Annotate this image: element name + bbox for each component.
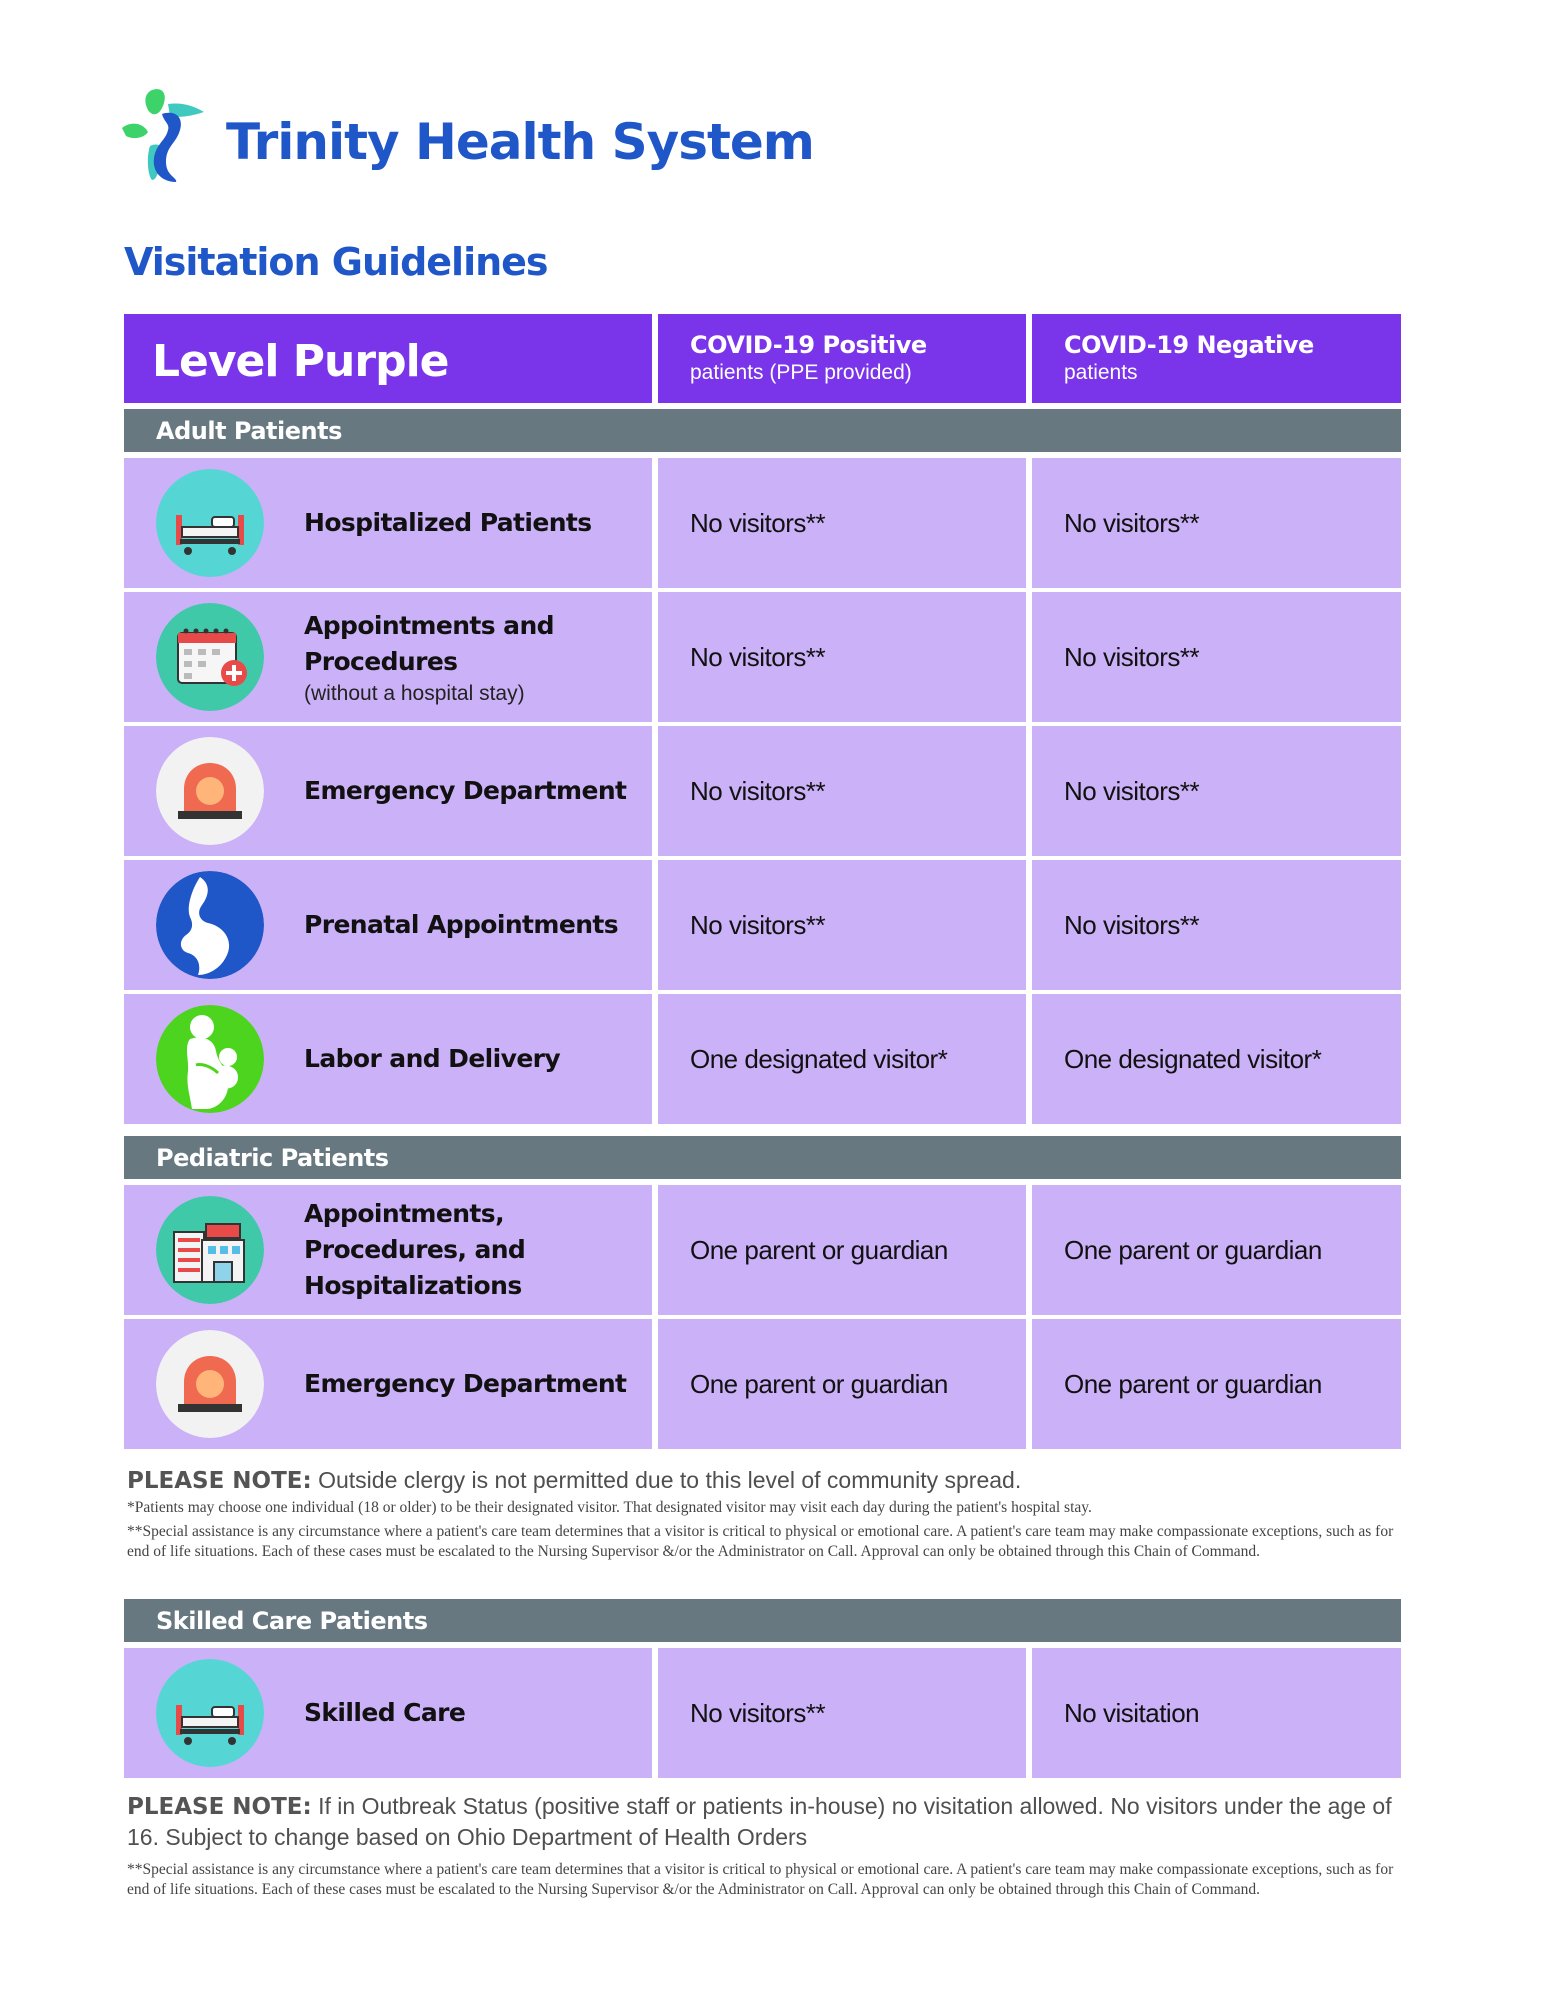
- row-label: [304, 1041, 560, 1077]
- negative-value: No visitors**: [1032, 726, 1401, 856]
- row-name-cell: [124, 726, 652, 856]
- row-name-cell: [124, 860, 652, 990]
- row-label: [304, 1196, 574, 1304]
- hospital-building-icon: [156, 1196, 264, 1304]
- row-name-cell: [124, 458, 652, 588]
- table-row: [124, 1185, 1401, 1315]
- hospital-bed-icon: [156, 469, 264, 577]
- positive-value: No visitors**: [658, 458, 1026, 588]
- row-name-cell: [124, 592, 652, 722]
- positive-value: No visitors**: [658, 726, 1026, 856]
- brand-name: Trinity Health System: [226, 113, 814, 171]
- negative-value: No visitation: [1032, 1648, 1401, 1778]
- row-label: [304, 907, 618, 943]
- level-label: Level Purple: [124, 314, 652, 403]
- positive-value: One parent or guardian: [658, 1185, 1026, 1315]
- positive-value: No visitors**: [658, 860, 1026, 990]
- hospital-bed-icon: [156, 1659, 264, 1767]
- table-row: [124, 458, 1401, 588]
- emergency-light-icon: [156, 1330, 264, 1438]
- note-2-text: If in Outbreak Status (positive staff or patients in-house) no visitation allowed. No visitors under the age of 16. Subject to change based on Ohio Department of Health Orders: [127, 1793, 1392, 1850]
- row-label: [304, 505, 592, 541]
- row-title: Skilled Care: [304, 1698, 466, 1727]
- table-row: [124, 1648, 1401, 1778]
- row-title: Appointments and Procedures: [304, 611, 554, 676]
- header-positive-sub: patients (PPE provided): [690, 361, 912, 384]
- table-row: [124, 726, 1401, 856]
- note-1-label: PLEASE NOTE:: [127, 1468, 312, 1494]
- note-block-2: [127, 1791, 1397, 1900]
- note-2-label: PLEASE NOTE:: [127, 1794, 312, 1820]
- positive-value: One parent or guardian: [658, 1319, 1026, 1449]
- row-name-cell: [124, 994, 652, 1124]
- note-block-1: [127, 1465, 1397, 1562]
- table-row: [124, 994, 1401, 1124]
- row-name-cell: [124, 1319, 652, 1449]
- negative-value: One parent or guardian: [1032, 1185, 1401, 1315]
- note-1-text: Outside clergy is not permitted due to this level of community spread.: [311, 1467, 1022, 1493]
- row-label: [304, 1366, 626, 1402]
- note-2: [127, 1791, 1397, 1852]
- section-pediatric-patients: Pediatric Patients: [124, 1136, 1401, 1179]
- row-title: Labor and Delivery: [304, 1044, 561, 1073]
- row-title: Emergency Department: [304, 776, 627, 805]
- brand-logo: [122, 86, 814, 182]
- row-title: Emergency Department: [304, 1369, 627, 1398]
- row-title: Hospitalized Patients: [304, 508, 592, 537]
- emergency-light-icon: [156, 737, 264, 845]
- section-adult-patients: Adult Patients: [124, 409, 1401, 452]
- positive-value: No visitors**: [658, 592, 1026, 722]
- negative-value: One parent or guardian: [1032, 1319, 1401, 1449]
- negative-value: No visitors**: [1032, 458, 1401, 588]
- note-1-special: **Special assistance is any circumstance where a patient's care team determines that a visitor is critical to physical or emotional care. A patient's care team may make compassionate exceptions, such as for end of life situations. Each of these cases must be escalated to the Nursing Supervisor &/or the Administrator on Call. Approval can only be obtained through this Chain of Command.: [127, 1523, 1394, 1560]
- negative-value: One designated visitor*: [1032, 994, 1401, 1124]
- note-1-star: *Patients may choose one individual (18 or older) to be their designated visitor. That designated visitor may visit each day during the patient's hospital stay.: [127, 1499, 1092, 1516]
- table-row: [124, 1319, 1401, 1449]
- negative-value: No visitors**: [1032, 860, 1401, 990]
- table-row: [124, 592, 1401, 722]
- row-label: [304, 773, 626, 809]
- page-title: Visitation Guidelines: [124, 240, 548, 284]
- header-negative-sub: patients: [1064, 361, 1138, 384]
- header-covid-negative: [1032, 314, 1401, 403]
- row-subtitle: (without a hospital stay): [304, 682, 525, 705]
- row-label: [304, 608, 564, 706]
- header-covid-positive: [658, 314, 1026, 403]
- header-negative-title: COVID-19 Negative: [1064, 331, 1314, 359]
- note-1: [127, 1465, 1397, 1496]
- pregnant-woman-icon: [156, 871, 264, 979]
- negative-value: No visitors**: [1032, 592, 1401, 722]
- calendar-icon: [156, 603, 264, 711]
- positive-value: No visitors**: [658, 1648, 1026, 1778]
- table-header: [124, 314, 1401, 403]
- row-name-cell: [124, 1185, 652, 1315]
- positive-value: One designated visitor*: [658, 994, 1026, 1124]
- row-name-cell: [124, 1648, 652, 1778]
- row-title: Prenatal Appointments: [304, 910, 619, 939]
- trinity-logo-icon: [122, 86, 222, 182]
- table-row: [124, 860, 1401, 990]
- header-positive-title: COVID-19 Positive: [690, 331, 927, 359]
- section-skilled-care-patients: Skilled Care Patients: [124, 1599, 1401, 1642]
- row-label: [304, 1695, 465, 1731]
- row-title: Appointments, Procedures, and Hospitalizations: [304, 1199, 526, 1300]
- mother-baby-icon: [156, 1005, 264, 1113]
- note-2-special: **Special assistance is any circumstance where a patient's care team determines that a visitor is critical to physical or emotional care. A patient's care team may make compassionate exceptions, such as for end of life situations. Each of these cases must be escalated to the Nursing Supervisor &/or the Administrator on Call. Approval can only be obtained through this Chain of Command.: [127, 1861, 1394, 1898]
